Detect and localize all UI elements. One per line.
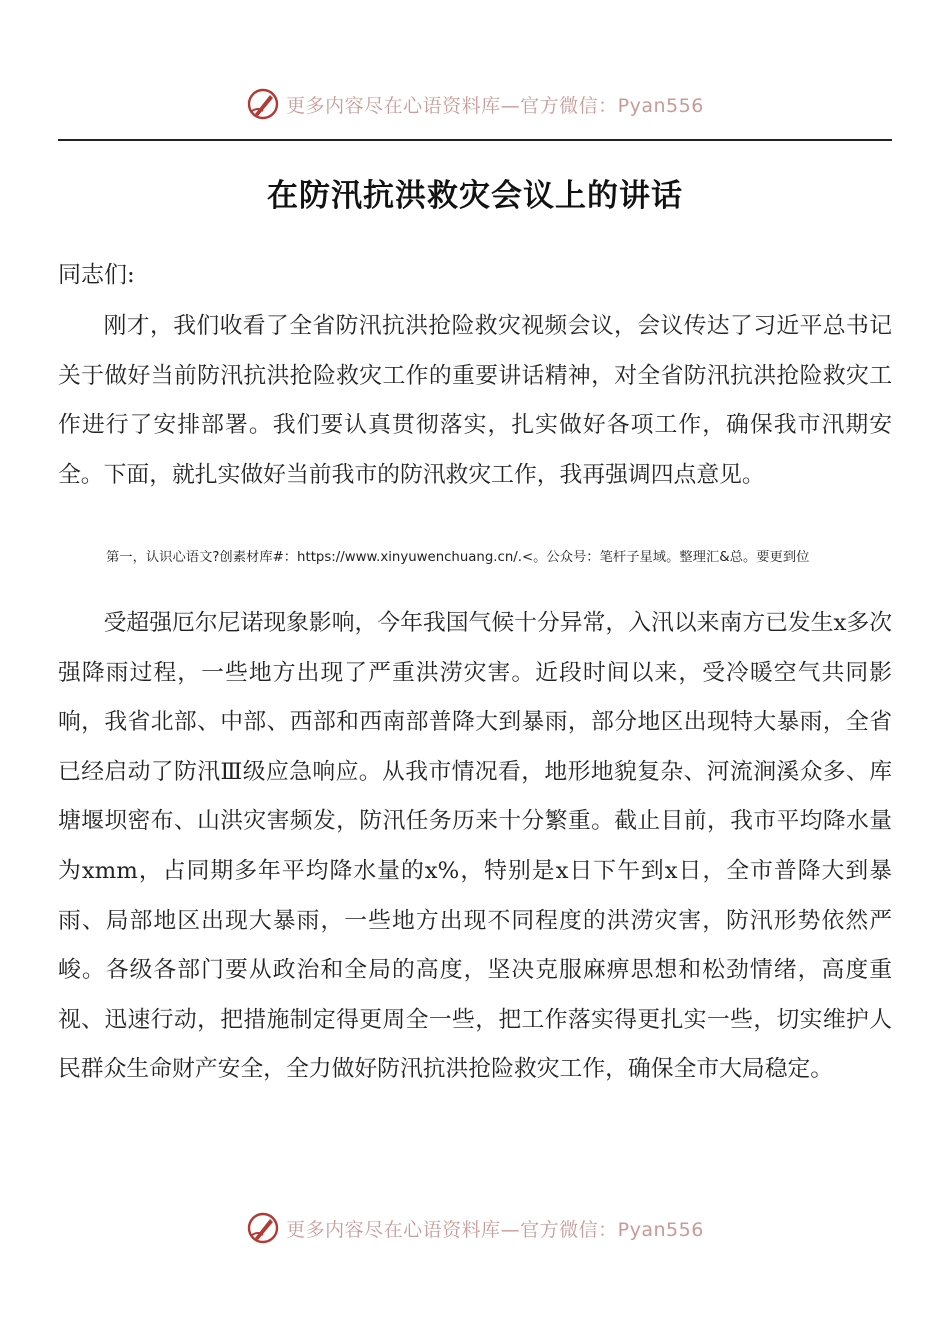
paragraph-2: 受超强厄尔尼诺现象影响，今年我国气候十分异常，入汛以来南方已发生x多次强降雨过程，一些地方出现了严重洪涝灾害。近段时间以来，受冷暖空气共同影响，我省北部、中部、西部和西南部普降大到暴雨，部分地区出现特大暴雨，全省已经启动了防汛Ⅲ级应急响应。从我市情况看，地形地貌复杂、河流涧溪众多、库塘堰坝密布、山洪灾害频发，防汛任务历来十分繁重。截止目前，我市平均降水量为xmm，占同期多年平均降水量的x%，特别是x日下午到x日，全市普降大到暴雨、局部地区出现大暴雨，一些地方出现不同程度的洪涝灾害，防汛形势依然严峻。各级各部门要从政治和全局的高度，坚决克服麻痹思想和松劲情绪，高度重视、迅速行动，把措施制定得更周全一些，把工作落实得更扎实一些，切实维护人民群众生命财产安全，全力做好防汛抗洪抢险救灾工作，确保全市大局稳定。 (58, 610, 892, 1083)
footer-banner-text: 更多内容尽在心语资料库—官方微信：Pyan556 (286, 1218, 704, 1241)
header-banner-text: 更多内容尽在心语资料库—官方微信：Pyan556 (286, 94, 704, 117)
header-divider (58, 139, 892, 141)
quill-pen-logo-icon (246, 87, 280, 121)
header-banner (0, 84, 950, 124)
footer-banner (0, 1208, 950, 1248)
watermark-note: 第一，认识心语文?创素材库#：https://www.xinyuwenchuang.cn/.<。公众号：笔杆子星域。整理汇&总。要更到位 (106, 550, 810, 565)
greeting: 同志们: (58, 262, 135, 288)
paragraph-1: 刚才，我们收看了全省防汛抗洪抢险救灾视频会议，会议传达了习近平总书记关于做好当前防汛抗洪抢险救灾工作的重要讲话精神，对全省防汛抗洪抢险救灾工作进行了安排部署。我们要认真贯彻落实，扎实做好各项工作，确保我市汛期安全。下面，就扎实做好当前我市的防汛救灾工作，我再强调四点意见。 (58, 313, 892, 488)
page-title: 在防汛抗洪救灾会议上的讲话 (267, 178, 683, 214)
quill-pen-logo-icon (246, 1211, 280, 1245)
